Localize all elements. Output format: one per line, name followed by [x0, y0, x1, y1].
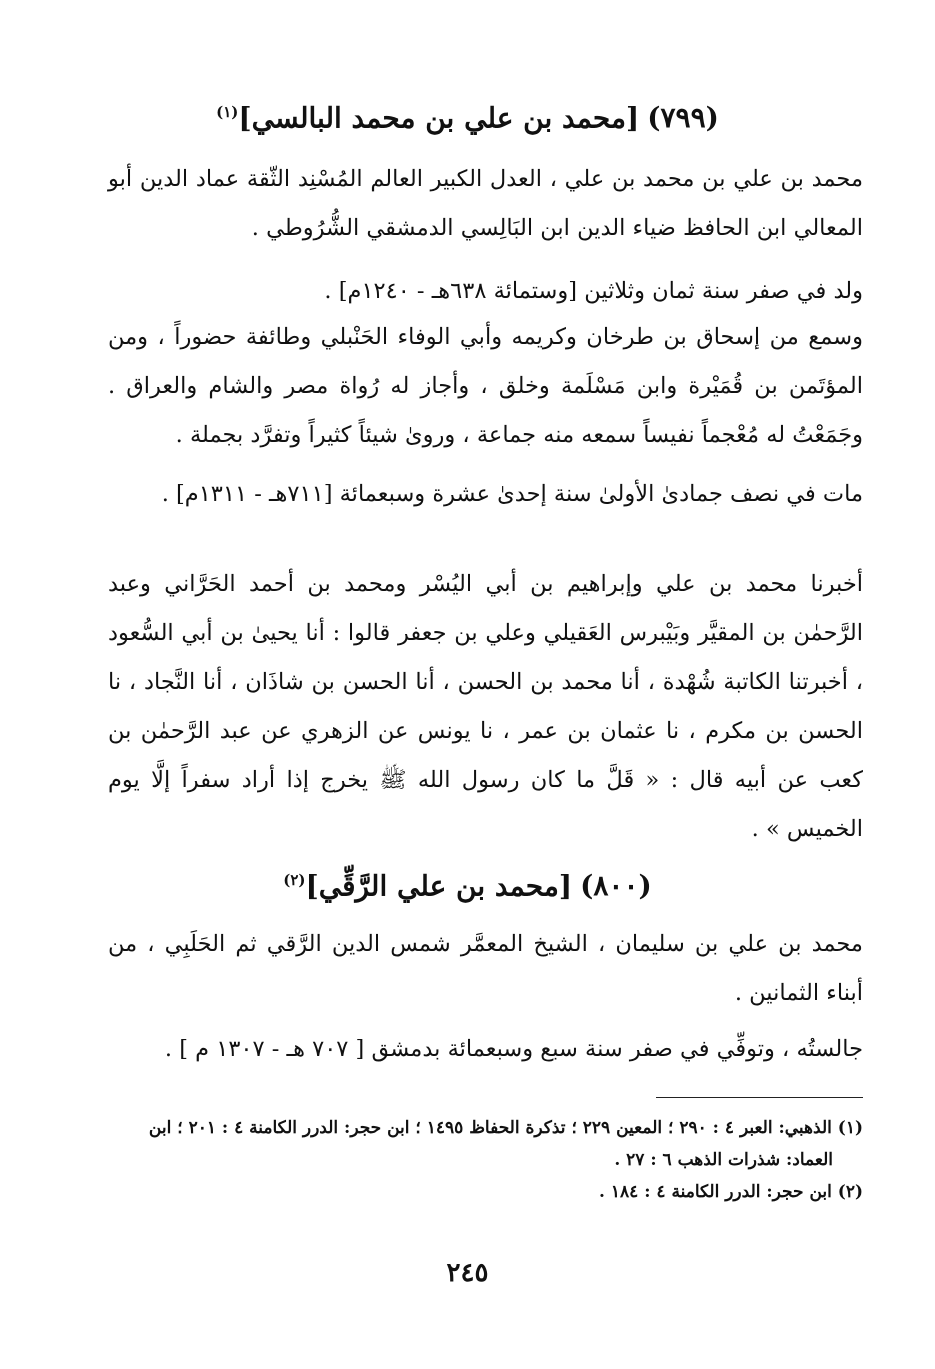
entry-799-number: (٧٩٩) — [647, 101, 719, 135]
entry-799-name: [محمد بن علي بن محمد البالسي] — [238, 101, 640, 135]
footnote-separator — [656, 1097, 863, 1098]
entry-800-paragraph-2: جالستُه ، وتوفِّي في صفر سنة سبع وسبعمائة بدمشق [ ٧٠٧ هـ - ١٣٠٧ م ] . — [164, 1036, 863, 1062]
entry-799-teachers-paragraph — [108, 313, 863, 460]
entry-799-hadith-paragraph — [108, 560, 863, 854]
entry-799-heading — [100, 92, 835, 138]
entry-800-name: [محمد بن علي الرَّقِّي] — [305, 869, 573, 903]
entry-800-heading — [100, 860, 835, 906]
entry-800-identity-paragraph — [108, 920, 863, 1018]
entry-799-paragraph-4: مات في نصف جمادىٰ الأولىٰ سنة إحدىٰ عشرة وسبعمائة [٧١١هـ - ١٣١١م] . — [161, 481, 863, 507]
entry-800-paragraph-1: محمد بن علي بن سليمان ، الشيخ المعمَّر شمس الدين الرَّقي ثم الحَلَبِي ، من أبناء الثمانين . — [108, 931, 863, 1006]
entry-799-footnote-marker: (١) — [216, 103, 239, 121]
footnotes-section — [108, 1112, 863, 1208]
entry-799-birth-paragraph — [108, 267, 863, 316]
entry-800-footnote-marker: (٢) — [283, 871, 306, 889]
entry-800-death-paragraph — [108, 1025, 863, 1074]
entry-799-paragraph-5: أخبرنا محمد بن علي وإبراهيم بن أبي اليُسْر ومحمد بن أحمد الحَرَّاني وعبد الرَّحمٰن بن المقيَّر وبَيْبرس العَقيلي وعلي بن جعفر قالوا : أنا يحيىٰ بن أبي السُّعود ، أخبرتنا الكاتبة شُهْدة ، أنا محمد بن الحسن ، أنا الحسن بن شاذَان ، أنا النَّجاد ، نا الحسن بن مكرم ، نا عثمان بن عمر ، نا يونس عن الزهري عن عبد الرَّحمٰن بن كعب عن أبيه قال : « قَلَّ ما كان رسول الله ﷺ يخرج إذا أراد سفراً إلَّا يوم الخميس » . — [108, 571, 863, 842]
entry-799-paragraph-2: ولد في صفر سنة ثمان وثلاثين [وستمائة ٦٣٨هـ - ١٢٤٠م] . — [324, 278, 863, 304]
footnote-1-line-1: (١) الذهبي: العبر ٤ : ٢٩٠ ؛ المعين ٢٢٩ ؛ تذكرة الحفاظ ١٤٩٥ ؛ ابن حجر: الدرر الكامنة ٤ : ٢٠١ ؛ ابن — [148, 1118, 863, 1138]
entry-799-identity-paragraph — [108, 155, 863, 253]
entry-799-paragraph-1: محمد بن علي بن محمد بن علي ، العدل الكبير العالم المُسْنِد الثّقة عماد الدين أبو المعالي ابن الحافظ ضياء الدين ابن البَالِسي الدمشقي الشُّرُوطي . — [108, 166, 863, 241]
footnote-2: (٢) ابن حجر: الدرر الكامنة ٤ : ١٨٤ . — [599, 1182, 863, 1202]
footnote-1-line-2: العماد: شذرات الذهب ٦ : ٢٧ . — [614, 1150, 833, 1170]
entry-799-death-paragraph — [108, 470, 863, 519]
page-number: ٢٤٥ — [446, 1258, 489, 1288]
entry-799-paragraph-3: وسمع من إسحاق بن طرخان وكريمه وأبي الوفاء الحَنْبلي وطائفة حضوراً ، ومن المؤتَمن بن قُمَيْرة وابن مَسْلَمة وخلق ، وأجاز له رُواة مصر والشام والعراق . وجَمَعْتُ له مُعْجماً نفيساً سمعه منه جماعة ، وروىٰ شيئاً كثيراً وتفرَّد بجملة . — [108, 324, 863, 448]
entry-800-number: (٨٠٠) — [580, 869, 652, 903]
